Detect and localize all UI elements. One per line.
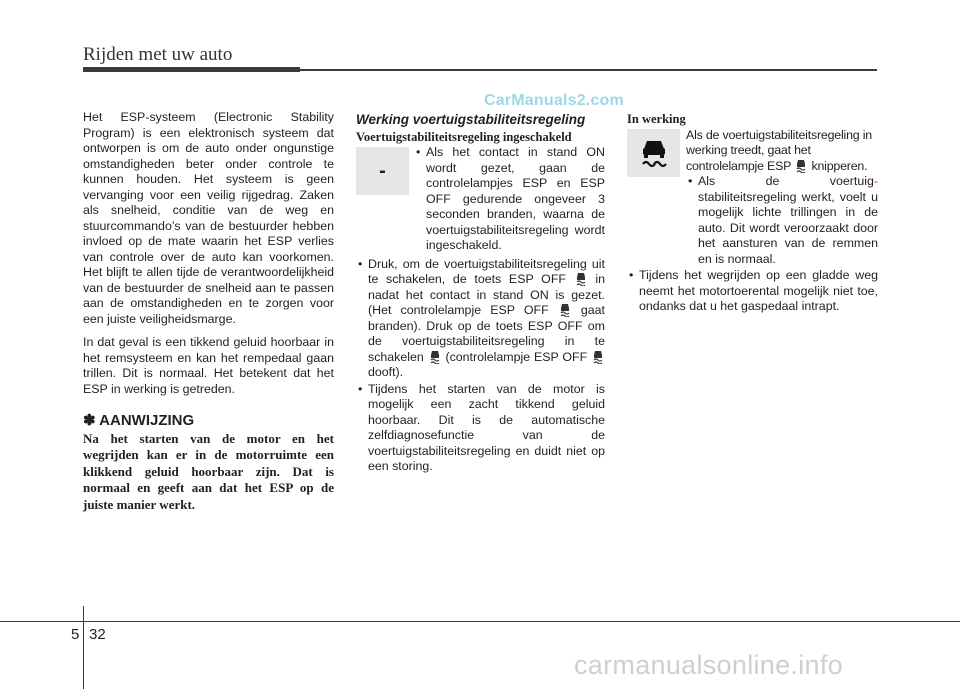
indicator-placeholder	[356, 147, 409, 195]
column-1	[83, 110, 334, 513]
section-number: 5	[71, 626, 80, 643]
in-operation-title: In werking	[627, 112, 686, 126]
indicator-dash: -	[379, 159, 386, 182]
esp-off-list	[356, 257, 605, 475]
watermark-top: CarManuals2.com	[484, 92, 624, 109]
footer-rule	[0, 621, 960, 622]
watermark-bottom: carmanualsonline.info	[574, 650, 843, 680]
list-item: • Tijdens het wegrijden op een gladde weg neemt het motortoerental mogelijk niet toe, ondanks dat u het gaspedaal intrapt.	[627, 268, 878, 315]
list-item: • Als de voertuig- stabiliteitsregeling werkt, voelt u mogelijk lichte trillingen in de auto. Dit wordt veroorzaakt door het aansturen van de remmen en is normaal.	[686, 174, 878, 267]
list-item: • Druk, om de voertuigstabiliteitsregeling uit te schakelen, de toets ESP OFF in nadat het contact in stand ON is gezet. (Het controlelampje ESP OFF gaat branden). Druk op de toets ESP OFF om de voertuigstabiliteitsregeling in te schakelen (controlelampje ESP OFF dooft).	[356, 257, 605, 381]
note-heading: ✽ AANWIJZING	[83, 412, 195, 429]
section-subtitle: Voertuigstabiliteitsregeling ingeschakeld	[356, 129, 572, 144]
esp-indicator-box	[627, 129, 680, 177]
page-number: 32	[89, 626, 106, 643]
esp-skid-icon	[638, 137, 670, 169]
esp-icon	[794, 159, 808, 173]
esp-off-icon	[591, 350, 605, 364]
esp-off-icon	[558, 303, 572, 317]
list-item: • Als het contact in stand ON wordt gezet, gaan de controlelampjes ESP en ESP OFF gedurende ongeveer 3 seconden branden, waarna de voertuigstabiliteitsregeling wordt ingeschakeld.	[414, 145, 605, 254]
page-header-title: Rijden met uw auto	[83, 44, 233, 65]
esp-off-icon	[574, 272, 588, 286]
esp-off-icon	[428, 350, 442, 364]
note-body: Na het starten van de motor en het wegrijden kan er in de motorruimte een klikkend geluid hoorbaar zijn. Dat is normaal en geeft aan dat het ESP op de juiste manier werkt.	[83, 430, 334, 512]
list-item: • Tijdens het starten van de motor is mogelijk een zacht tikkend geluid hoorbaar. Dit is de automatische zelfdiagnosefunctie van de voertuigstabiliteitsregeling en duidt niet op een storing.	[356, 382, 605, 475]
section-title: Werking voertuigstabiliteitsregeling	[356, 112, 586, 127]
header-rule	[300, 69, 877, 71]
header-bar	[83, 67, 300, 72]
esp-on-list	[414, 145, 605, 254]
intro-paragraph: Het ESP-systeem (Electronic Stability Program) is een elektronisch systeem dat ontworpen is om de auto onder ongunstige omstandigheden beter onder controle te kunnen houden. Het systeem is geen vervanging voor een veilig rijgedrag. Zaken als snelheid, conditie van de weg en stuurcommando’s van de bestuurder hebben invloed op de mate waarin het ESP verlies van controle over de auto kan voorkomen. Het blijft te allen tijde de verantwoordelijkheid van de bestuurder de snelheid aan te passen aan de omstandigheden en te zorgen voor een juiste veiligheidsmarge.	[83, 110, 334, 326]
in-operation-list	[686, 174, 878, 267]
esp-active-paragraph: Als de voertuigstabiliteitsregeling in werking treedt, gaat het controlelampje ESP knipperen.	[686, 127, 872, 173]
slippery-road-list	[627, 268, 878, 315]
brake-noise-paragraph: In dat geval is een tikkend geluid hoorbaar in het remsysteem en kan het rempedaal gaan trillen. Dit is normaal. Het betekent dat het ESP in werking is getreden.	[83, 335, 334, 396]
footer-divider	[83, 606, 84, 689]
